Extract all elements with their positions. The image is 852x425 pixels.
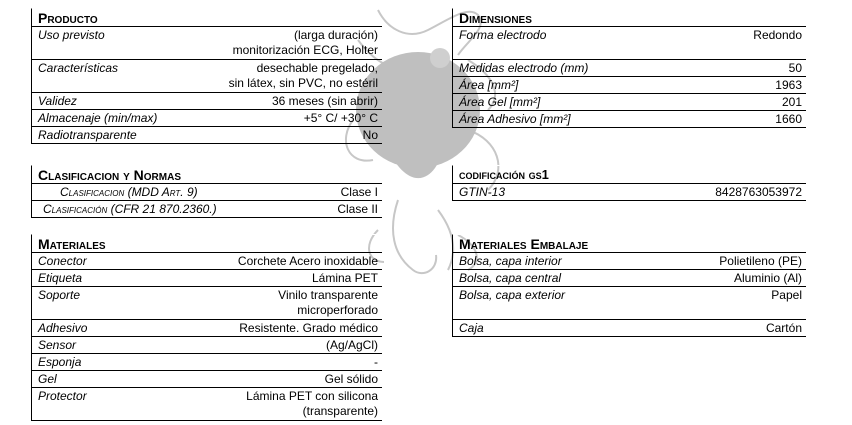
row-value: Cartón (765, 321, 802, 335)
row-label: Bolsa, capa exterior (459, 288, 566, 302)
table-row (31, 354, 382, 371)
row-label: Caja (459, 321, 484, 335)
table-row (452, 320, 806, 337)
table-row (452, 27, 806, 60)
table-row (31, 320, 382, 337)
row-label: Medidas electrodo (mm) (459, 61, 589, 75)
row-value: Aluminio (Al) (733, 271, 802, 285)
section-title: Materiales (31, 234, 382, 253)
row-value: (Ag/AgCl) (325, 338, 378, 352)
row-value: Polietileno (PE) (719, 254, 802, 268)
section-title: Dimensiones (452, 8, 806, 27)
table-row (452, 111, 806, 128)
row-value: Clase I (340, 185, 378, 199)
section-title: Clasificacion y Normas (31, 165, 382, 184)
row-value: 8428763053972 (715, 185, 802, 199)
row-label: Forma electrodo (459, 28, 547, 42)
row-value: 201 (781, 95, 802, 109)
row-value: Resistente. Grado médico (239, 321, 378, 335)
table-row (452, 253, 806, 270)
row-value: Lámina PET con silicona (transparente) (246, 389, 378, 418)
row-value: - (374, 355, 378, 369)
section-codificacion (452, 165, 806, 201)
row-value: 50 (788, 61, 802, 75)
row-label: Almacenaje (min/max) (38, 111, 158, 125)
row-label: Bolsa, capa interior (459, 254, 562, 268)
row-value: Gel sólido (324, 372, 378, 386)
row-label: Características (38, 61, 119, 75)
section-title: codificación gs1 (452, 165, 806, 184)
table-row (31, 201, 382, 218)
row-label: Protector (38, 389, 87, 403)
row-label: Clasificación (CFR 21 870.2360.) (43, 202, 217, 216)
row-label: Validez (38, 94, 77, 108)
table-row (31, 371, 382, 388)
row-value: Redondo (753, 28, 802, 42)
row-label: Área Adhesivo [mm²] (459, 112, 571, 126)
row-value: No (362, 128, 378, 142)
section-clasificacion (31, 165, 382, 218)
row-label: Clasificacion (MDD Art. 9) (60, 185, 198, 199)
row-value: Clase II (337, 202, 378, 216)
row-value: Vinilo transparente microperforado (278, 288, 378, 317)
table-row (452, 60, 806, 77)
row-value: 36 meses (sin abrir) (271, 94, 378, 108)
row-label: Bolsa, capa central (459, 271, 562, 285)
row-label: Conector (38, 254, 87, 268)
row-value: desechable pregelado, sin látex, sin PVC, no estéril (228, 61, 378, 90)
section-embalaje (452, 234, 806, 337)
table-row (31, 388, 382, 421)
table-row (452, 184, 806, 201)
row-value: (larga duración) monitorización ECG, Holter (232, 28, 378, 57)
row-value: Lámina PET (311, 271, 378, 285)
row-label: Sensor (38, 338, 77, 352)
table-row (452, 287, 806, 320)
table-row (31, 127, 382, 144)
row-label: Etiqueta (38, 271, 83, 285)
row-value: 1660 (775, 112, 802, 126)
section-title: Producto (31, 8, 382, 27)
row-label: Soporte (38, 288, 81, 302)
table-row (31, 184, 382, 201)
table-row (31, 270, 382, 287)
row-value: 1963 (775, 78, 802, 92)
row-label: Esponja (38, 355, 82, 369)
table-row (31, 110, 382, 127)
table-row (31, 287, 382, 320)
table-row (31, 337, 382, 354)
row-label: Área [mm²] (459, 78, 519, 92)
row-label: Uso previsto (38, 28, 105, 42)
table-row (31, 27, 382, 60)
table-row (31, 93, 382, 110)
table-row (452, 94, 806, 111)
table-row (31, 253, 382, 270)
row-label: GTIN-13 (459, 185, 506, 199)
table-row (31, 60, 382, 93)
row-label: Área Gel [mm²] (459, 95, 541, 109)
table-row (452, 270, 806, 287)
row-value: Corchete Acero inoxidable (237, 254, 378, 268)
row-label: Adhesivo (38, 321, 88, 335)
section-materiales (31, 234, 382, 421)
row-value: +5° C/ +30° C (303, 111, 378, 125)
row-label: Radiotransparente (38, 128, 137, 142)
section-title: Materiales Embalaje (452, 234, 806, 253)
section-producto (31, 8, 382, 144)
row-value: Papel (771, 288, 802, 302)
row-label: Gel (38, 372, 57, 386)
section-dimensiones (452, 8, 806, 128)
table-row (452, 77, 806, 94)
